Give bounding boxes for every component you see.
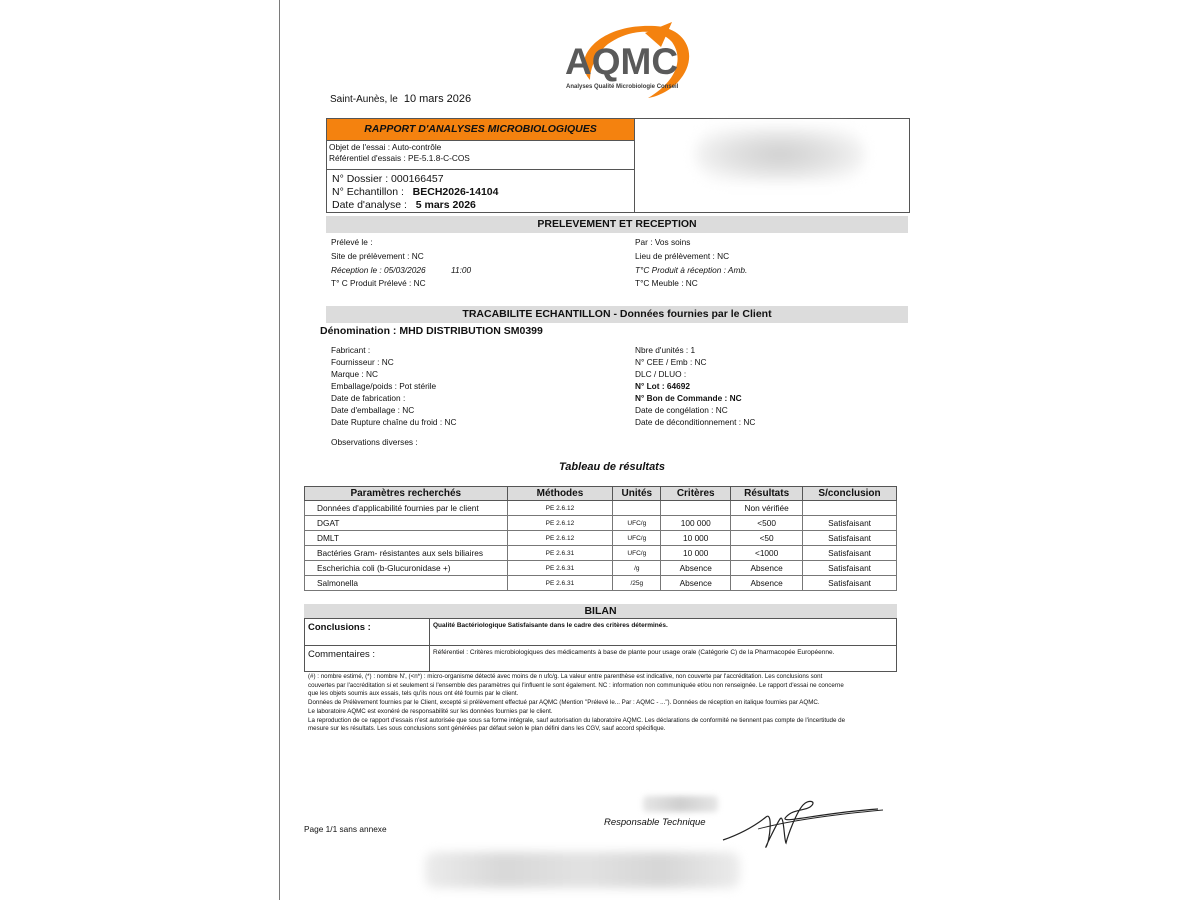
prelevement-band: PRELEVEMENT ET RECEPTION: [326, 216, 908, 233]
table-row: [305, 546, 897, 561]
footnote-line: La reproduction de ce rapport d'essais n'est autorisée que sous sa forme intégrale, sauf autorisation du laboratoire AQMC. Les déclarations de conformité ne tiennent pas compte de l'incertitude de: [308, 716, 846, 724]
trace-lot: N° Lot : 64692: [635, 381, 690, 391]
echantillon-label: N° Echantillon :: [332, 186, 404, 198]
report-date: 10 mars 2026: [403, 93, 472, 105]
cell-parametre: Bactéries Gram- résistantes aux sels biliaires: [305, 546, 508, 561]
footnote-line: (#) : nombre estimé, (*) : nombre N', (<n*) : micro-organisme détecté avec moins de n ufc/g. La valeur entre parenthèse est indicative, non couverte par l'accréditation. Les conclusions sont: [308, 673, 823, 680]
cell-methode: PE 2.6.12: [507, 531, 613, 546]
prelevement-le: Prélevé le :: [331, 237, 373, 247]
cell-critere: 100 000: [661, 516, 731, 531]
client-address-area: [635, 119, 909, 212]
redacted-company-footer: [425, 852, 740, 888]
trace-emballage: Emballage/poids : Pot stérile: [331, 381, 437, 391]
report-header-box: [326, 118, 910, 213]
col-resultats: Résultats: [731, 487, 803, 501]
table-row: [305, 516, 897, 531]
trace-left-list: [331, 344, 456, 428]
redacted-client-address: [695, 127, 865, 182]
dossier-info: [332, 173, 498, 212]
cell-parametre: Salmonella: [305, 576, 508, 591]
reception-time: 11:00: [451, 265, 472, 275]
essai-objet: Objet de l'essai : Auto-contrôle: [329, 142, 442, 152]
cell-parametre: DGAT: [305, 516, 508, 531]
denomination: Dénomination : MHD DISTRIBUTION SM0399: [320, 325, 543, 337]
footnote-line: Le laboratoire AQMC est exonéré de responsabilité sur les données fournies par le client.: [308, 707, 553, 715]
col-unites: Unités: [613, 487, 661, 501]
document-left-edge: [279, 0, 280, 900]
cell-resultat: <50: [731, 531, 803, 546]
bilan-band: BILAN: [304, 604, 897, 618]
cell-unite: /g: [613, 561, 661, 576]
cell-unite: UFC/g: [613, 516, 661, 531]
conclusions-value: Qualité Bactériologique Satisfaisante dans le cadre des critères déterminés.: [430, 619, 897, 646]
bilan-table: [304, 618, 897, 672]
cell-methode: PE 2.6.31: [507, 546, 613, 561]
cell-conclusion: Satisfaisant: [803, 516, 897, 531]
cell-critere: Absence: [661, 576, 731, 591]
dossier-label: N° Dossier :: [332, 173, 389, 185]
echantillon-value: BECH2026-14104: [412, 186, 499, 198]
conclusions-label: Conclusions :: [305, 619, 430, 646]
cell-conclusion: Satisfaisant: [803, 561, 897, 576]
date-analyse-value: 5 mars 2026: [415, 199, 476, 211]
footnote-line: couvertes par l'accréditation si et seulement si l'ensemble des paramètres qui l'influent le sont également. NC : information non communiquée et/ou non renseignée. Le rapport d'essai ne concerne: [308, 681, 844, 689]
cell-parametre: Données d'applicabilité fournies par le client: [305, 501, 508, 516]
aqmc-logo: [560, 18, 700, 98]
cell-resultat: Non vérifiée: [731, 501, 803, 516]
bilan-conclusions-row: [305, 619, 897, 646]
cell-conclusion: Satisfaisant: [803, 576, 897, 591]
cell-unite: [613, 501, 661, 516]
cell-parametre: Escherichia coli (b-Glucuronidase +): [305, 561, 508, 576]
trace-marque: Marque : NC: [331, 369, 379, 379]
reception-date: Réception le : 05/03/2026: [331, 265, 426, 275]
footnote-line: que les objets soumis aux essais, tels qu'ils nous ont été fournis par le client.: [308, 690, 519, 698]
trace-fabricant: Fabricant :: [331, 345, 371, 355]
trace-dlc: DLC / DLUO :: [635, 369, 687, 379]
temp-meuble: T°C Meuble : NC: [635, 278, 698, 288]
cell-conclusion: [803, 501, 897, 516]
lieu-prelevement: Lieu de prélèvement : NC: [635, 251, 730, 261]
bilan-commentaires-row: [305, 646, 897, 672]
essai-info: [329, 142, 470, 164]
table-row: [305, 561, 897, 576]
preleve-par: Par : Vos soins: [635, 237, 691, 247]
trace-bon-commande: N° Bon de Commande : NC: [635, 393, 742, 403]
trace-fournisseur: Fournisseur : NC: [331, 357, 394, 367]
cell-unite: /25g: [613, 576, 661, 591]
footnotes: [308, 673, 894, 734]
cell-resultat: <1000: [731, 546, 803, 561]
col-parametres: Paramètres recherchés: [305, 487, 508, 501]
col-conclusion: S/conclusion: [803, 487, 897, 501]
col-criteres: Critères: [661, 487, 731, 501]
cell-unite: UFC/g: [613, 546, 661, 561]
results-table: [304, 486, 897, 591]
cell-methode: PE 2.6.31: [507, 561, 613, 576]
observations: Observations diverses :: [331, 437, 418, 447]
cell-resultat: Absence: [731, 576, 803, 591]
trace-right-list: [635, 344, 755, 428]
trace-nbre-unites: Nbre d'unités : 1: [635, 345, 696, 355]
results-title: Tableau de résultats: [559, 461, 665, 473]
report-place: Saint-Aunès, le: [330, 94, 398, 105]
cell-methode: PE 2.6.31: [507, 576, 613, 591]
table-row: [305, 501, 897, 516]
cell-resultat: Absence: [731, 561, 803, 576]
cell-resultat: <500: [731, 516, 803, 531]
table-row: [305, 531, 897, 546]
cell-critere: 10 000: [661, 546, 731, 561]
cell-critere: [661, 501, 731, 516]
trace-date-deconditionnement: Date de déconditionnement : NC: [635, 417, 756, 427]
table-row: [305, 576, 897, 591]
page-number: Page 1/1 sans annexe: [304, 824, 387, 834]
report-title: RAPPORT D'ANALYSES MICROBIOLOGIQUES: [327, 119, 634, 141]
date-analyse-label: Date d'analyse :: [332, 199, 407, 211]
trace-cee-emb: N° CEE / Emb : NC: [635, 357, 707, 367]
responsable-technique: Responsable Technique: [604, 817, 706, 828]
cell-critere: 10 000: [661, 531, 731, 546]
temp-reception: T°C Produit à réception : Amb.: [635, 265, 748, 275]
tracabilite-band: TRACABILITE ECHANTILLON - Données fournies par le Client: [326, 306, 908, 323]
signature: [718, 795, 888, 850]
footnote-line: mesure sur les résultats. Les sous conclusions sont générées par défaut selon le plan défini dans les CGV, sauf accord spécifique.: [308, 725, 666, 733]
temp-prelevee: T° C Produit Prélevé : NC: [331, 278, 426, 288]
logo-text: AQMC: [565, 41, 679, 82]
trace-date-congelation: Date de congélation : NC: [635, 405, 728, 415]
essai-referentiel: Référentiel d'essais : PE-5.1.8-C-COS: [329, 153, 470, 163]
cell-unite: UFC/g: [613, 531, 661, 546]
report-header-left: [327, 119, 635, 212]
header-divider: [327, 169, 634, 170]
redacted-name: [643, 796, 718, 812]
cell-critere: Absence: [661, 561, 731, 576]
cell-methode: PE 2.6.12: [507, 516, 613, 531]
logo-tagline: Analyses Qualité Microbiologie Conseil: [566, 84, 679, 90]
footnote-line: Données de Prélèvement fournies par le Client, excepté si prélèvement effectué par AQMC (Mention "Prélevé le... Par : AQMC - ..."). Données de réception en italique fournies par AQMC.: [308, 699, 820, 707]
cell-parametre: DMLT: [305, 531, 508, 546]
site-prelevement: Site de prélèvement : NC: [331, 251, 424, 261]
trace-date-fabrication: Date de fabrication :: [331, 393, 406, 403]
trace-rupture-froid: Date Rupture chaîne du froid : NC: [331, 417, 457, 427]
cell-conclusion: Satisfaisant: [803, 546, 897, 561]
results-header-row: [305, 487, 897, 501]
cell-conclusion: Satisfaisant: [803, 531, 897, 546]
report-dateline: [330, 93, 471, 105]
cell-methode: PE 2.6.12: [507, 501, 613, 516]
col-methodes: Méthodes: [507, 487, 613, 501]
dossier-value: 000166457: [391, 173, 444, 185]
commentaires-value: Référentiel : Critères microbiologiques des médicaments à base de plante pour usage orale (Catégorie C) de la Pharmacopée Européenne.: [430, 646, 897, 672]
commentaires-label: Commentaires :: [305, 646, 430, 672]
trace-date-emballage: Date d'emballage : NC: [331, 405, 415, 415]
